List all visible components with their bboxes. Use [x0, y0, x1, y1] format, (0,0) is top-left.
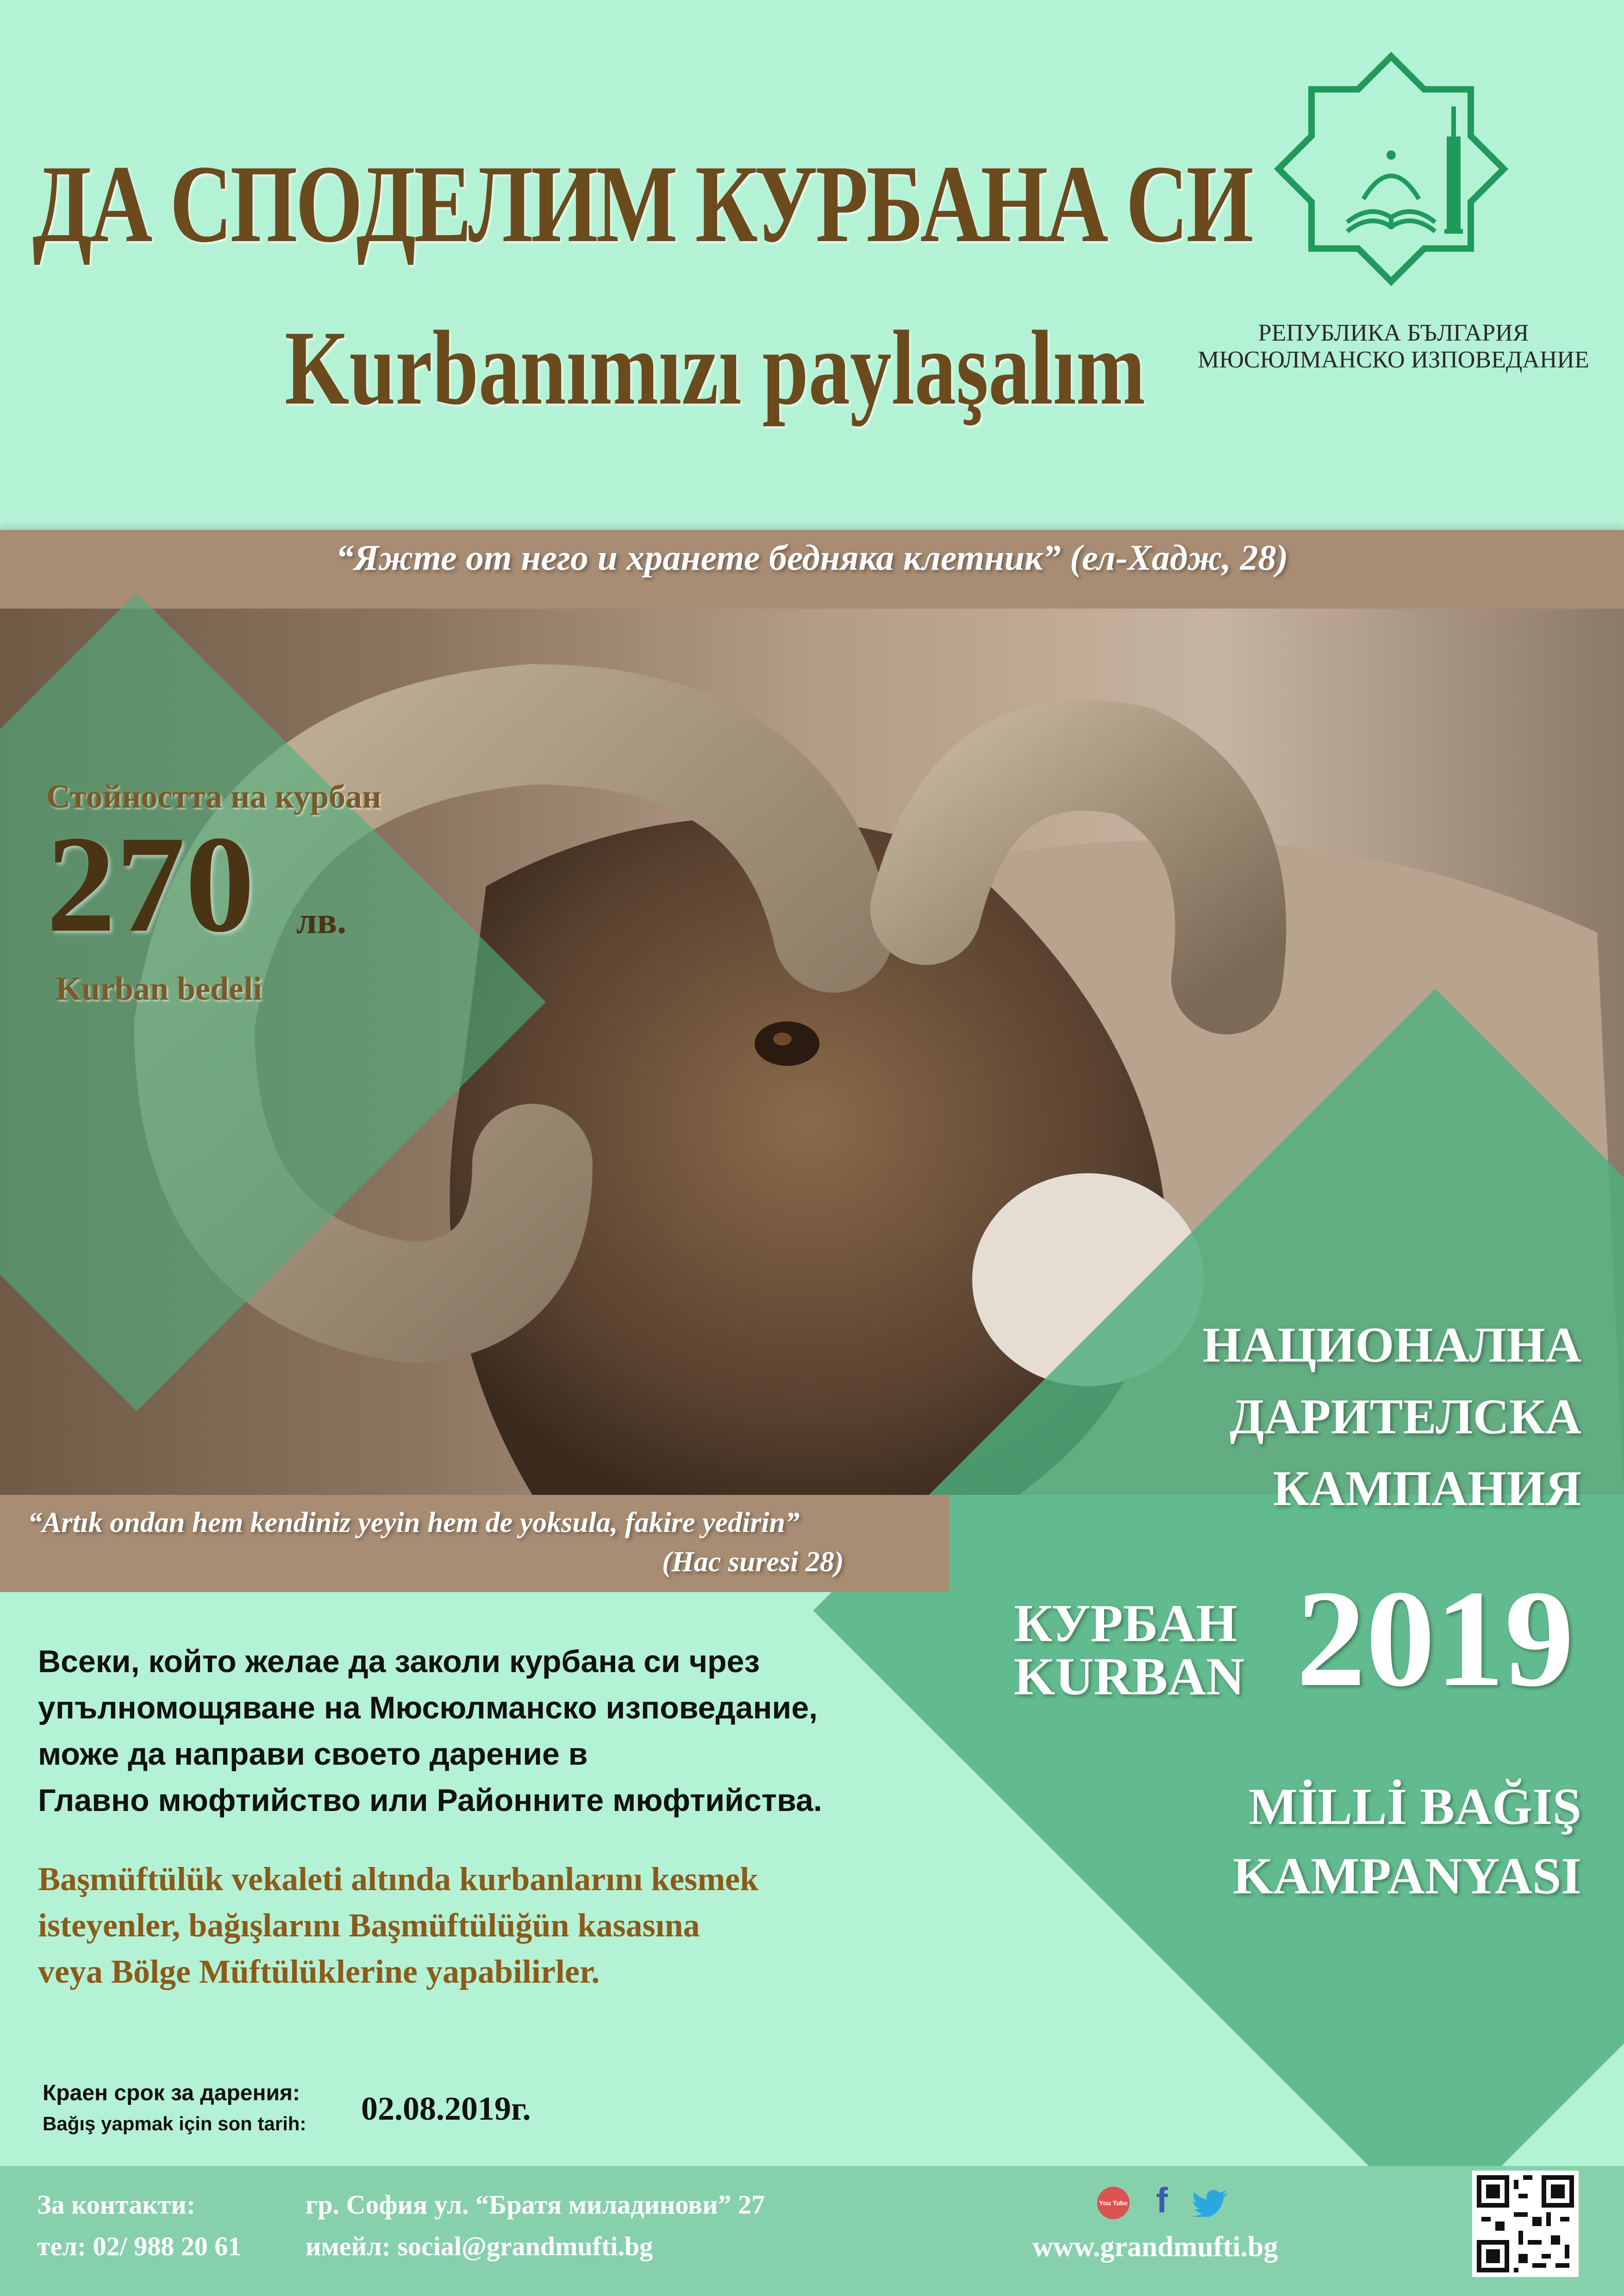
- campaign-bg-line-3: КАМПАНИЯ: [1273, 1461, 1581, 1516]
- info-bg-line: Главно мюфтийство или Районните мюфтийства.: [38, 1783, 822, 1818]
- footer-website[interactable]: www.grandmufti.bg: [1032, 2231, 1278, 2263]
- info-bg-line: упълномощяване на Мюсюлманско изповедание,: [38, 1690, 818, 1725]
- info-tr-line: Başmüftülük vekaleti altında kurbanlarını kesmek: [38, 1860, 759, 1898]
- youtube-icon[interactable]: [1097, 2187, 1130, 2219]
- org-line-2: МЮСЮЛМАНСКО ИЗПОВЕДАНИЕ: [1198, 347, 1589, 373]
- quote-tr-line-1: “Artık ondan hem kendiniz yeyin hem de yoksula, fakire yedirin”: [28, 1507, 800, 1538]
- deadline-date: 02.08.2019г.: [361, 2090, 531, 2127]
- price-currency: лв.: [296, 901, 347, 941]
- deadline-label-tr: Bağış yapmak için son tarih:: [43, 2113, 306, 2134]
- footer-phone: тел: 02/ 988 20 61: [37, 2231, 242, 2261]
- kurban-bg: КУРБАН: [1014, 1594, 1237, 1653]
- quote-bg: “Яжте от него и хранете бедняка клетник” (ел-Хадж, 28): [336, 537, 1288, 578]
- facebook-icon[interactable]: f: [1156, 2181, 1168, 2220]
- qr-code-icon[interactable]: [1472, 2171, 1579, 2277]
- campaign-bg-line-1: НАЦИОНАЛНА: [1202, 1318, 1581, 1373]
- deadline-label-bg: Краен срок за дарения:: [43, 2081, 300, 2105]
- youtube-icon-label: You Tube: [1099, 2199, 1128, 2207]
- quote-tr-line-2: (Hac suresi 28): [662, 1546, 844, 1578]
- footer-address: гр. София ул. “Братя миладинови” 27: [306, 2190, 765, 2220]
- kurban-year: 2019: [1296, 1562, 1574, 1715]
- campaign-tr-line-1: MİLLİ BAĞIŞ: [1249, 1778, 1581, 1836]
- campaign-bg-line-2: ДАРИТЕЛСКА: [1230, 1389, 1581, 1444]
- info-tr-line: veya Bölge Müftülüklerine yapabilirler.: [38, 1953, 600, 1990]
- kurban-tr: KURBAN: [1014, 1647, 1245, 1706]
- main-title-bg: ДА СПОДЕЛИМ КУРБАНА СИ: [32, 142, 1252, 265]
- footer-email[interactable]: имейл: social@grandmufti.bg: [306, 2231, 653, 2261]
- price-amount: 270: [46, 807, 255, 961]
- org-line-1: РЕПУБЛИКА БЪЛГАРИЯ: [1258, 320, 1529, 346]
- campaign-tr-line-2: KAMPANYASI: [1233, 1848, 1581, 1905]
- info-bg-line: може да направи своето дарение в: [38, 1736, 588, 1772]
- main-title-tr: Kurbanımızı paylaşalım: [285, 309, 1146, 427]
- info-bg: [38, 1638, 822, 1823]
- footer-contacts-label: За контакти:: [37, 2190, 196, 2220]
- info-tr-line: isteyenler, bağışlarını Başmüftülüğün kasasına: [38, 1907, 700, 1944]
- info-tr: [38, 1856, 758, 1995]
- price-label-tr: Kurban bedeli: [56, 970, 262, 1007]
- twitter-icon[interactable]: [1192, 2189, 1229, 2217]
- mosque-logo-icon: [1268, 46, 1514, 292]
- info-bg-line: Всеки, който желае да заколи курбана си чрез: [38, 1644, 760, 1679]
- price-label-bg: Стойността на курбан: [46, 778, 381, 815]
- footer-bar: [0, 2166, 1624, 2296]
